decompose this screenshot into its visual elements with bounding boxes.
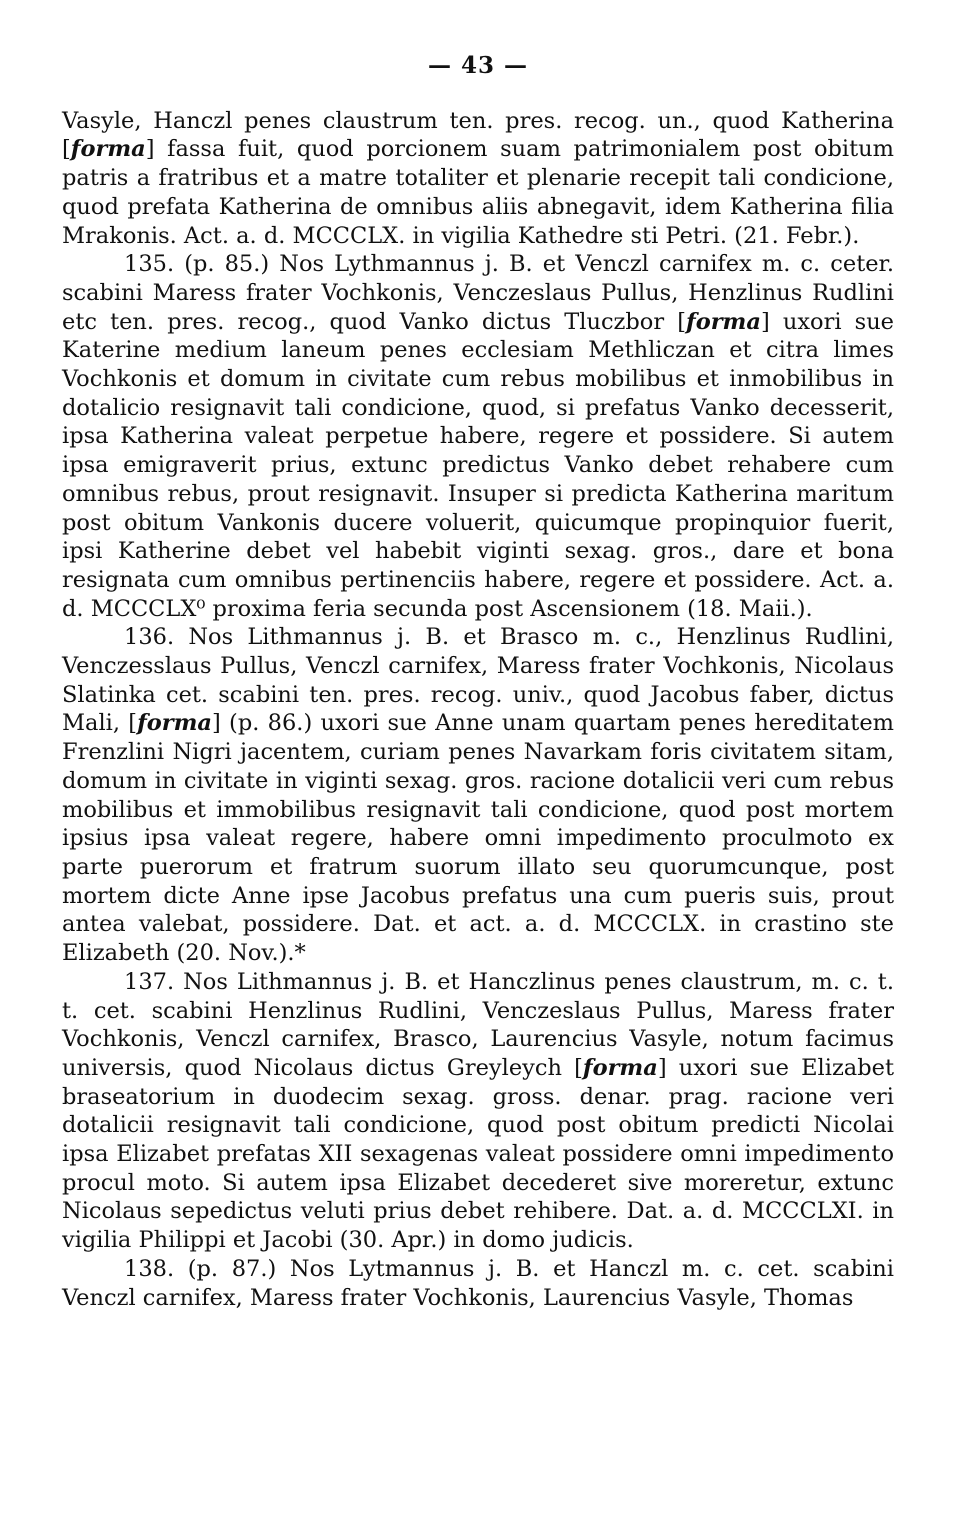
paragraph-entry-137: 137. Nos Lithmannus j. B. et Hanczlinus penes claustrum, m. c. t. t. cet. scabini Henzlinus Rudlini, Venczeslaus Pullus, Maress frater Vochkonis, Venczl carnifex, Brasco, Laurencius Vasyle, notum facimus universis, quod Nicolaus dictus Greyleych [forma] uxori sue Elizabet braseatorium in duodecim sexag. gross. denar. prag. racione veri dotalicii resignavit tali condicione, quod post obitum predicti Nicolai ipsa Elizabet prefatas XII sexagenas valeat possidere omni impedimento procul moto. Si autem ipsa Elizabet decederet sive moreretur, extunc Nicolaus sepedictus veluti prius debet rehibere. Dat. a. d. MCCCLXI. in vigilia Philippi et Jacobi (30. Apr.) in domo judicis. [62,968,894,1254]
paragraph-entry-136: 136. Nos Lithmannus j. B. et Brasco m. c., Henzlinus Rudlini, Venczesslaus Pullus, Venczl carnifex, Maress frater Vochkonis, Nicolaus Slatinka cet. scabini ten. pres. recog. univ., quod Jacobus faber, dictus Mali, [forma] (p. 86.) uxori sue Anne unam quartam penes hereditatem Frenzlini Nigri jacentem, curiam penes Navarkam foris civitatem sitam, domum in civitate in viginti sexag. gros. racione dotalicii veri cum rebus mobilibus et immobilibus resignavit tali condicione, quod post mortem ipsius ipsa valeat regere, habere omni impedimento proculmoto ex parte puerorum et fratrum suorum illato seu quorumcunque, post mortem dicte Anne ipse Jacobus prefatus una cum pueris suis, prout antea valebat, possidere. Dat. et act. a. d. MCCCLX. in crastino ste Elizabeth (20. Nov.).* [62,624,895,967]
paragraph-entry-138: 138. (p. 87.) Nos Lytmannus j. B. et Hanczl m. c. cet. scabini Venczl carnifex, Maress frater Vochkonis, Laurencius Vasyle, Thomas [62,1255,894,1311]
forma-marker: forma [137,710,212,737]
forma-marker: forma [582,1054,658,1081]
paragraph-entry-135: 135. (p. 85.) Nos Lythmannus j. B. et Venczl carnifex m. c. ceter. scabini Maress frater Vochkonis, Venczeslaus Pullus, Henzlinus Rudlini etc ten. pres. recog., quod Vanko dictus Tluczbor [forma] uxori sue Katerine medium laneum penes ecclesiam Methliczan et citra limes Vochkonis et domum in civitate cum rebus mobilibus et inmobilibus in dotalicio resignavit tali condicione, quod, si prefatus Vanko decesserit, ipsa Katherina valeat perpetue habere, regere et possidere. Si autem ipsa emigraverit prius, extunc predictus Vanko debet rehabere cum omnibus rebus, prout resignavit. Insuper si predicta Katherina maritum post obitum Vankonis ducere voluerit, quicumque propinquior fuerit, ipsi Katherine debet vel habebit viginti sexag. gros., dare et bona resignata cum omnibus pertinenciis habere, regere et possidere. Act. a. d. MCCCLX⁰ proxima feria secunda post Ascensionem (18. Maii.). [62,251,894,622]
document-page [62,52,894,1312]
forma-marker: forma [70,136,146,163]
page-number: — 43 — [427,52,529,79]
forma-marker: forma [686,308,761,335]
paragraph-entry-134-continuation: Vasyle, Hanczl penes claustrum ten. pres. recog. un., quod Katherina [forma] fassa fuit, quod porcionem suam patrimonialem post obitum patris a fratribus et a matre totaliter et plenarie recepit tali condicione, quod prefata Katherina de omnibus aliis abnegavit, idem Katherina filia Mrakonis. Act. a. d. MCCCLX. in vigilia Kathedre sti Petri. (21. Febr.). [62,107,894,249]
